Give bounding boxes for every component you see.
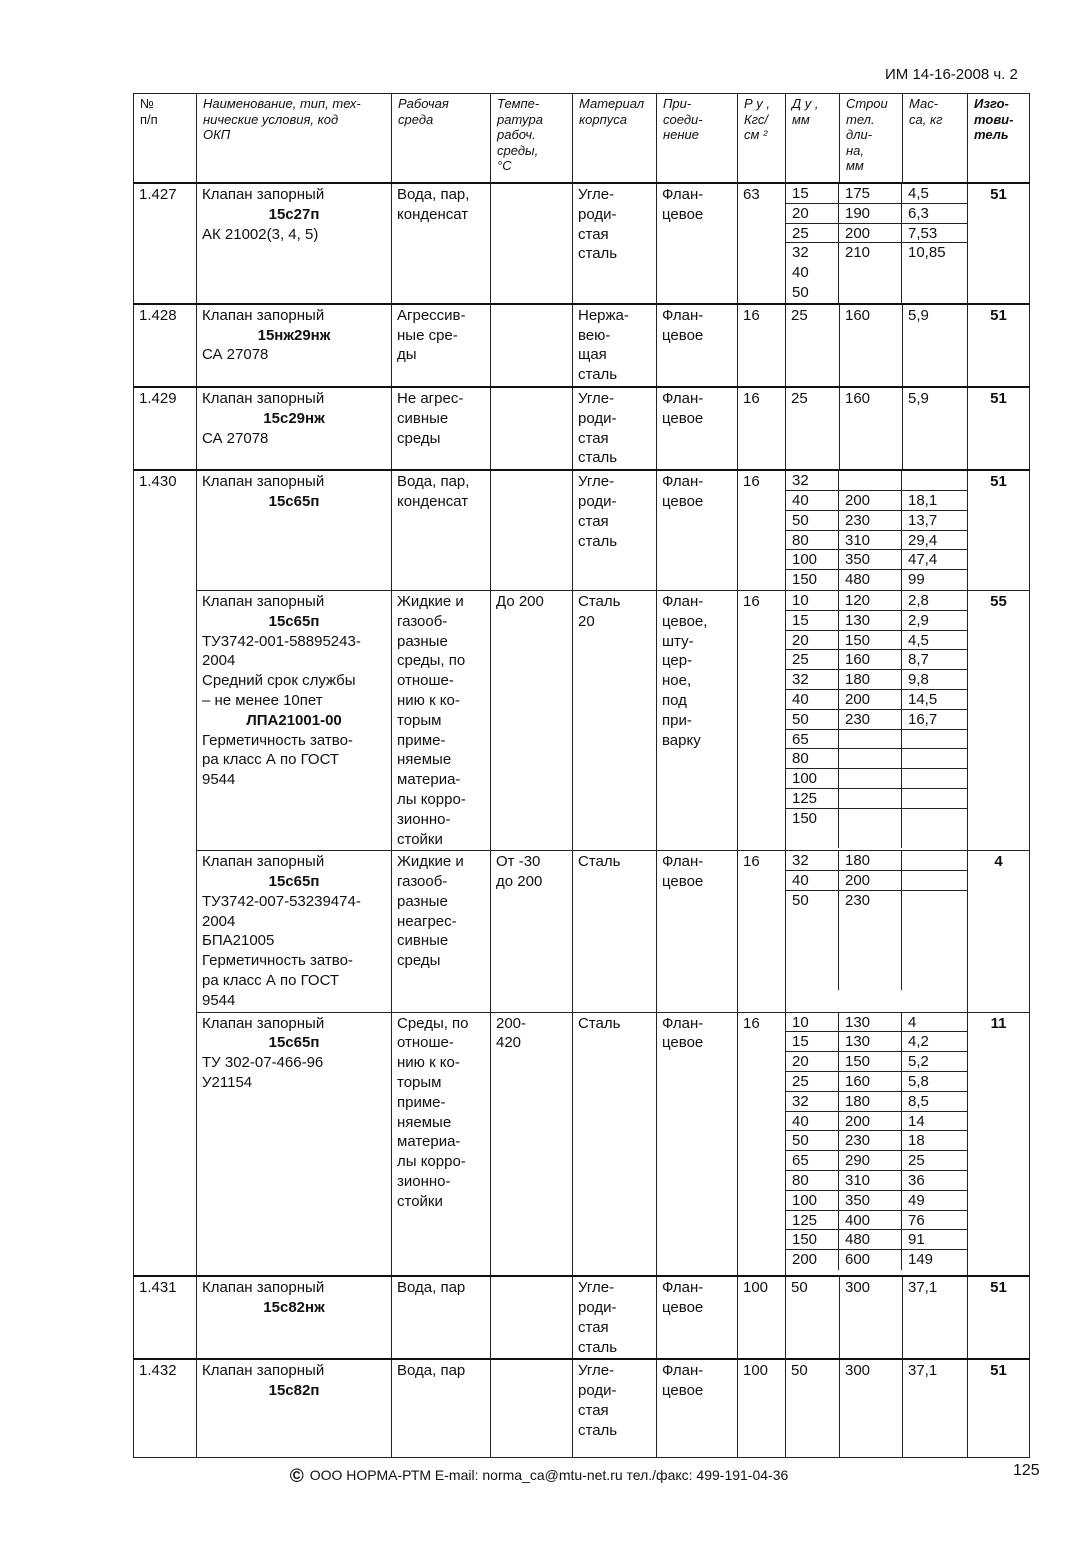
grid-length: 600 [839, 1250, 902, 1270]
valve-mark: 15с65п [268, 1034, 320, 1052]
grid-length: 350 [839, 550, 902, 570]
grid-mass: 76 [902, 1211, 967, 1231]
grid-length: 200 [839, 491, 902, 511]
valve-type: Клапан запорный [202, 1279, 325, 1297]
valve-type: Клапан запорный [202, 306, 325, 324]
grid-length: 200 [839, 690, 902, 710]
grid-mass: 7,53 [902, 224, 967, 244]
col-length: Строи тел. дли- на, мм [840, 94, 903, 184]
row-connection: Флан- цевое [657, 387, 738, 470]
row-pressure: 16 [738, 851, 786, 1012]
row-connection: Флан- цевое, шту- цер- ное, под при- варку [657, 590, 738, 850]
row-connection: Флан- цевое [657, 304, 738, 387]
grid-dn [786, 930, 839, 950]
row-temperature: До 200 [491, 590, 573, 850]
grid-mass [902, 809, 967, 829]
grid-dn: 80 [786, 531, 839, 551]
grid-mass: 8,7 [902, 650, 967, 670]
row-temperature [491, 470, 573, 590]
row-manufacturer: 4 [968, 851, 1030, 1012]
row-length: 300 [840, 1276, 903, 1359]
grid-mass [902, 749, 967, 769]
grid-dn: 150 [786, 809, 839, 829]
size-grid [786, 591, 967, 848]
row-number: 1.429 [134, 387, 197, 470]
grid-length [839, 769, 902, 789]
row-pressure: 16 [738, 387, 786, 470]
valve-mark: 15с27п [268, 205, 320, 223]
grid-mass: 16,7 [902, 710, 967, 730]
grid-length: 190 [839, 204, 902, 224]
grid-dn: 25 [786, 224, 839, 244]
grid-mass [902, 970, 967, 990]
row-medium: Жидкие и газооб- разные неагрес- сивные среды [392, 851, 491, 1012]
valve-type: Клапан запорный [202, 473, 325, 491]
valve-type: Клапан запорный [202, 592, 325, 610]
valve-mark: 15с65п [268, 612, 320, 630]
grid-length: 150 [839, 631, 902, 651]
col-material: Материал корпуса [573, 94, 657, 184]
row-manufacturer: 51 [968, 304, 1030, 387]
row-medium: Агрессив- ные сре- ды [392, 304, 491, 387]
row-temperature: 200- 420 [491, 1012, 573, 1276]
grid-dn: 15 [786, 1032, 839, 1052]
valve-specification-table [133, 93, 1030, 1458]
grid-mass [902, 789, 967, 809]
table-row [134, 304, 1030, 387]
copyright-icon: © [289, 1466, 304, 1487]
grid-mass [902, 769, 967, 789]
row-size-grid [786, 183, 968, 304]
grid-dn: 150 [786, 570, 839, 590]
valve-type: Клапан запорный [202, 389, 325, 407]
table-row [134, 183, 1030, 304]
col-medium: Рабочая среда [392, 94, 491, 184]
row-size-grid [786, 851, 968, 1012]
grid-dn: 10 [786, 591, 839, 611]
row-material: Угле- роди- стая сталь [573, 183, 657, 304]
grid-dn: 100 [786, 769, 839, 789]
valve-type: Клапан запорный [202, 853, 325, 871]
grid-length [839, 950, 902, 970]
grid-mass: 5,8 [902, 1072, 967, 1092]
row-medium: Вода, пар [392, 1276, 491, 1359]
row-pressure: 16 [738, 470, 786, 590]
grid-mass: 5,2 [902, 1052, 967, 1072]
grid-mass [902, 871, 967, 891]
grid-length [839, 730, 902, 750]
table-row [134, 851, 1030, 1012]
grid-length [839, 930, 902, 950]
col-connection: При- соеди- нение [657, 94, 738, 184]
grid-dn: 80 [786, 1171, 839, 1191]
row-number: 1.432 [134, 1359, 197, 1457]
row-nominal-diameter: 25 [786, 304, 840, 387]
row-medium: Среды, по отноше- нию к ко- торым приме- няемые материа- лы корро- зионно- стойки [392, 1012, 491, 1276]
grid-length: 230 [839, 511, 902, 531]
row-manufacturer: 51 [968, 1276, 1030, 1359]
grid-dn: 32 [786, 471, 839, 491]
grid-length: 230 [839, 891, 902, 911]
grid-mass: 47,4 [902, 550, 967, 570]
grid-dn: 100 [786, 1191, 839, 1211]
col-mass: Мас- са, кг [903, 94, 968, 184]
grid-mass: 9,8 [902, 670, 967, 690]
col-pressure: Р у , Кгс/ см ² [738, 94, 786, 184]
row-pressure: 63 [738, 183, 786, 304]
grid-length: 290 [839, 1151, 902, 1171]
grid-mass [902, 950, 967, 970]
page-footer [0, 1466, 1078, 1488]
grid-dn: 50 [786, 1131, 839, 1151]
grid-dn: 20 [786, 631, 839, 651]
grid-mass: 18 [902, 1131, 967, 1151]
valve-mark: 15с65п [268, 492, 320, 510]
grid-dn: 50 [786, 891, 839, 911]
grid-mass: 29,4 [902, 531, 967, 551]
grid-length [839, 789, 902, 809]
grid-dn: 40 [786, 263, 839, 283]
grid-dn: 25 [786, 1072, 839, 1092]
grid-dn: 32 [786, 851, 839, 871]
grid-mass [902, 471, 967, 491]
size-grid [786, 1013, 967, 1270]
row-size-grid [786, 1012, 968, 1276]
row-connection: Флан- цевое [657, 1359, 738, 1457]
grid-dn: 65 [786, 1151, 839, 1171]
grid-length: 310 [839, 1171, 902, 1191]
grid-length: 230 [839, 710, 902, 730]
row-connection: Флан- цевое [657, 470, 738, 590]
row-medium: Жидкие и газооб- разные среды, по отноше- нию к ко- торым приме- няемые материа- лы корро- зионно- стойки [392, 590, 491, 850]
row-material: Угле- роди- стая сталь [573, 470, 657, 590]
table-row [134, 590, 1030, 850]
row-number: 1.430 [134, 470, 197, 1276]
row-material: Сталь [573, 1012, 657, 1276]
row-medium: Не агрес- сивные среды [392, 387, 491, 470]
grid-dn [786, 829, 839, 849]
grid-length: 310 [839, 531, 902, 551]
grid-length: 130 [839, 611, 902, 631]
row-material: Сталь 20 [573, 590, 657, 850]
row-connection: Флан- цевое [657, 183, 738, 304]
grid-dn: 125 [786, 1211, 839, 1231]
row-temperature [491, 304, 573, 387]
row-number: 1.431 [134, 1276, 197, 1359]
row-name [197, 470, 392, 590]
col-name: Наименование, тип, тех- нические условия, код ОКП [197, 94, 392, 184]
grid-dn: 32 [786, 1092, 839, 1112]
grid-length: 200 [839, 871, 902, 891]
row-manufacturer: 51 [968, 1359, 1030, 1457]
row-material: Сталь [573, 851, 657, 1012]
row-pressure: 100 [738, 1276, 786, 1359]
valve-spec: ТУ3742-001-58895243- 2004 Средний срок службы – не менее 10пет [202, 632, 361, 709]
row-pressure: 16 [738, 304, 786, 387]
valve-type: Клапан запорный [202, 1014, 325, 1032]
grid-length [839, 970, 902, 990]
table-row [134, 1276, 1030, 1359]
row-mass: 37,1 [903, 1359, 968, 1457]
row-name [197, 1012, 392, 1276]
grid-mass [902, 911, 967, 931]
valve-type: Клапан запорный [202, 1362, 325, 1380]
row-mass: 37,1 [903, 1276, 968, 1359]
grid-length: 160 [839, 1072, 902, 1092]
grid-dn: 80 [786, 749, 839, 769]
grid-dn: 15 [786, 184, 839, 204]
row-length: 300 [840, 1359, 903, 1457]
grid-dn: 50 [786, 283, 839, 303]
grid-length: 180 [839, 1092, 902, 1112]
grid-length [839, 809, 902, 829]
valve-mark-secondary: ЛПА21001-00 [246, 711, 342, 729]
row-name [197, 1359, 392, 1457]
row-number: 1.427 [134, 183, 197, 304]
grid-dn: 50 [786, 710, 839, 730]
grid-length: 160 [839, 650, 902, 670]
valve-mark: 15с82нж [263, 1298, 325, 1316]
size-grid [786, 851, 967, 990]
grid-dn: 40 [786, 871, 839, 891]
grid-dn: 200 [786, 1250, 839, 1270]
grid-mass: 10,85 [908, 244, 946, 262]
grid-dn: 40 [786, 491, 839, 511]
col-number: № п/п [134, 94, 197, 184]
grid-dn: 32 [786, 670, 839, 690]
col-manufacturer: Изго- тови- тель [968, 94, 1030, 184]
grid-length: 400 [839, 1211, 902, 1231]
row-manufacturer: 51 [968, 387, 1030, 470]
valve-mark: 15с29нж [263, 409, 325, 427]
table-row [134, 1012, 1030, 1276]
grid-dn [786, 911, 839, 931]
row-name [197, 851, 392, 1012]
row-length: 160 [840, 387, 903, 470]
row-medium: Вода, пар, конденсат [392, 183, 491, 304]
table-row [134, 387, 1030, 470]
valve-spec: АК 21002(3, 4, 5) [202, 225, 319, 243]
grid-mass: 149 [908, 1251, 934, 1269]
row-manufacturer: 51 [968, 470, 1030, 590]
row-length: 160 [840, 304, 903, 387]
row-material: Угле- роди- стая сталь [573, 387, 657, 470]
grid-mass: 4,5 [902, 184, 967, 204]
table-row [134, 1359, 1030, 1457]
grid-length: 180 [839, 670, 902, 690]
grid-dn: 40 [786, 1112, 839, 1132]
valve-spec: СА 27078 [202, 346, 269, 364]
grid-dn: 10 [786, 1013, 839, 1033]
valve-type: Клапан запорный [202, 186, 325, 203]
table-row [134, 470, 1030, 590]
valve-mark: 15с65п [268, 873, 320, 891]
row-size-grid [786, 470, 968, 590]
row-material: Угле- роди- стая сталь [573, 1359, 657, 1457]
grid-mass: 49 [902, 1191, 967, 1211]
grid-length: 200 [839, 224, 902, 244]
grid-length: 230 [839, 1131, 902, 1151]
grid-dn: 32 [786, 243, 839, 263]
page-number: 125 [1013, 1462, 1040, 1479]
grid-dn: 20 [786, 204, 839, 224]
row-name [197, 387, 392, 470]
grid-length [839, 283, 902, 303]
grid-mass [902, 730, 967, 750]
grid-length: 175 [839, 184, 902, 204]
valve-mark: 15с82п [268, 1382, 320, 1400]
row-material: Нержа- вею- щая сталь [573, 304, 657, 387]
grid-length [839, 263, 902, 283]
grid-dn [786, 970, 839, 990]
grid-dn: 100 [786, 550, 839, 570]
grid-length: 130 [839, 1013, 902, 1033]
grid-mass: 18,1 [902, 491, 967, 511]
grid-mass: 14,5 [902, 690, 967, 710]
valve-spec-secondary: Герметичность затво- ра класс А по ГОСТ 9544 [202, 731, 353, 789]
grid-mass: 4,5 [902, 631, 967, 651]
grid-mass: 13,7 [902, 511, 967, 531]
grid-length: 150 [839, 1052, 902, 1072]
row-temperature [491, 183, 573, 304]
grid-mass [902, 930, 967, 950]
row-medium: Вода, пар, конденсат [392, 470, 491, 590]
grid-dn: 40 [786, 690, 839, 710]
row-name [197, 1276, 392, 1359]
row-manufacturer: 55 [968, 590, 1030, 850]
row-manufacturer: 51 [968, 183, 1030, 304]
row-number: 1.428 [134, 304, 197, 387]
grid-dn: 150 [786, 1230, 839, 1250]
grid-dn: 50 [786, 511, 839, 531]
grid-length: 210 [839, 243, 902, 263]
grid-mass [902, 891, 967, 911]
grid-mass: 2,9 [902, 611, 967, 631]
grid-mass: 8,5 [902, 1092, 967, 1112]
grid-length: 130 [839, 1032, 902, 1052]
row-name [197, 304, 392, 387]
row-temperature [491, 387, 573, 470]
valve-mark: 15нж29нж [257, 326, 331, 344]
grid-length: 120 [839, 591, 902, 611]
valve-spec: СА 27078 [202, 429, 269, 447]
grid-length [839, 829, 902, 849]
row-manufacturer: 11 [968, 1012, 1030, 1276]
row-temperature [491, 1276, 573, 1359]
grid-mass: 99 [908, 571, 925, 589]
row-material: Угле- роди- стая сталь [573, 1276, 657, 1359]
grid-mass: 25 [902, 1151, 967, 1171]
row-nominal-diameter: 25 [786, 387, 840, 470]
row-pressure: 16 [738, 590, 786, 850]
grid-mass: 36 [902, 1171, 967, 1191]
document-code: ИМ 14-16-2008 ч. 2 [885, 66, 1018, 83]
grid-dn [786, 950, 839, 970]
grid-mass: 14 [902, 1112, 967, 1132]
valve-spec: ТУ 302-07-466-96 У21154 [202, 1054, 324, 1092]
grid-mass [902, 829, 967, 849]
grid-mass [902, 283, 967, 303]
grid-length: 480 [839, 1230, 902, 1250]
grid-length [839, 911, 902, 931]
grid-mass: 4,2 [902, 1032, 967, 1052]
size-grid [786, 471, 967, 590]
row-temperature: От -30 до 200 [491, 851, 573, 1012]
grid-dn: 65 [786, 730, 839, 750]
row-name [197, 590, 392, 850]
row-connection: Флан- цевое [657, 1012, 738, 1276]
row-pressure: 16 [738, 1012, 786, 1276]
row-temperature [491, 1359, 573, 1457]
grid-length [839, 749, 902, 769]
col-nominal-diameter: Д у , мм [786, 94, 840, 184]
footer-contact: ООО НОРМА-РТМ E-mail: norma_ca@mtu-net.ru тел./факс: 499-191-04-36 [309, 1467, 789, 1483]
grid-dn: 15 [786, 611, 839, 631]
grid-length: 180 [839, 851, 902, 871]
row-mass: 5,9 [903, 304, 968, 387]
row-mass: 5,9 [903, 387, 968, 470]
grid-length: 480 [839, 570, 902, 590]
grid-length: 200 [839, 1112, 902, 1132]
table-header-row [134, 94, 1030, 184]
grid-dn: 125 [786, 789, 839, 809]
grid-mass: 6,3 [902, 204, 967, 224]
grid-dn: 20 [786, 1052, 839, 1072]
grid-mass [902, 851, 967, 871]
grid-length [839, 471, 902, 491]
row-nominal-diameter: 50 [786, 1276, 840, 1359]
grid-mass [902, 263, 967, 283]
row-nominal-diameter: 50 [786, 1359, 840, 1457]
size-grid [786, 184, 967, 303]
row-medium: Вода, пар [392, 1359, 491, 1457]
row-connection: Флан- цевое [657, 1276, 738, 1359]
grid-mass: 4 [902, 1013, 967, 1033]
grid-dn: 25 [786, 650, 839, 670]
grid-length: 350 [839, 1191, 902, 1211]
grid-mass: 2,8 [902, 591, 967, 611]
grid-mass: 91 [902, 1230, 967, 1250]
row-size-grid [786, 590, 968, 850]
col-temperature: Темпе- ратура рабоч. среды, °С [491, 94, 573, 184]
valve-spec: ТУ3742-007-53239474- 2004 БПА21005 Герметичность затво- ра класс А по ГОСТ 9544 [202, 892, 361, 1009]
row-pressure: 100 [738, 1359, 786, 1457]
row-name [197, 183, 392, 304]
row-connection: Флан- цевое [657, 851, 738, 1012]
